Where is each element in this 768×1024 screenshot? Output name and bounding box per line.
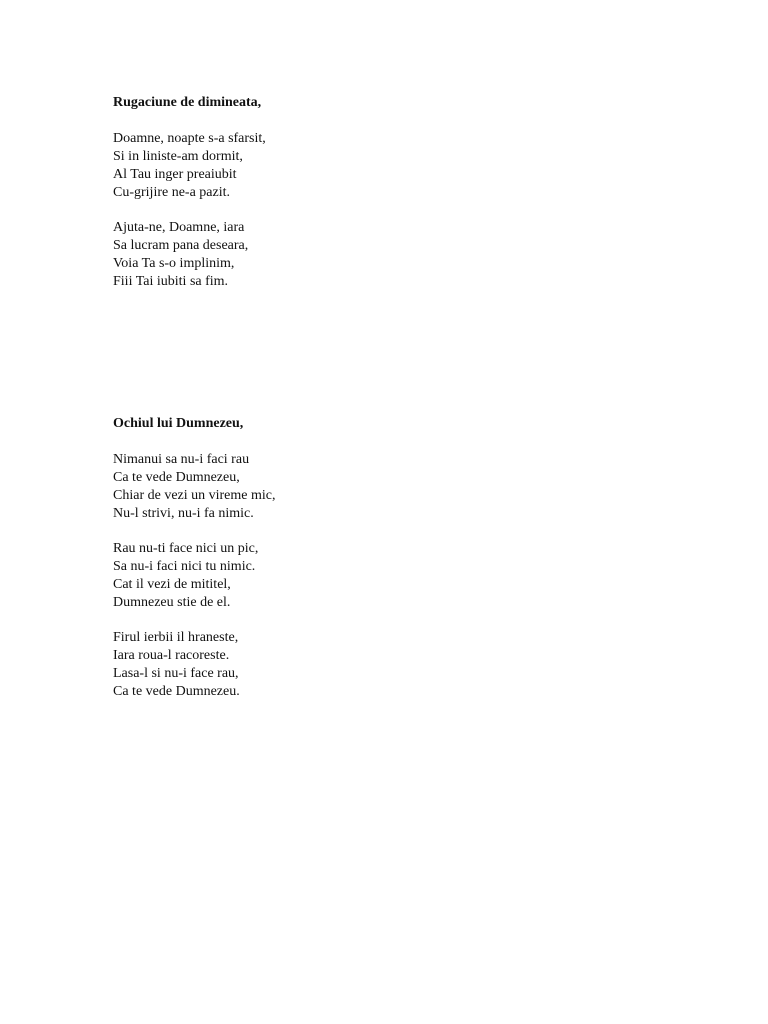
poem-title: Ochiul lui Dumnezeu,	[113, 416, 244, 431]
stanza	[113, 130, 673, 202]
verse-line: Sa lucram pana deseara,	[113, 238, 249, 253]
verse-line: Al Tau inger preaiubit	[113, 167, 237, 182]
stanza	[113, 219, 673, 291]
verse-line: Firul ierbii il hraneste,	[113, 630, 239, 645]
verse-line: Lasa-l si nu-i face rau,	[113, 666, 239, 681]
verse-line: Iara roua-l racoreste.	[113, 648, 230, 663]
verse-line: Dumnezeu stie de el.	[113, 595, 231, 610]
poem-title: Rugaciune de dimineata,	[113, 95, 262, 110]
verse-line: Cu-grijire ne-a pazit.	[113, 185, 231, 200]
poem-rugaciune	[113, 94, 673, 308]
verse-line: Nimanui sa nu-i faci rau	[113, 452, 250, 467]
verse-line: Ca te vede Dumnezeu,	[113, 470, 240, 485]
verse-line: Doamne, noapte s-a sfarsit,	[113, 131, 266, 146]
verse-line: Voia Ta s-o implinim,	[113, 256, 235, 271]
poem-ochiul	[113, 415, 673, 718]
verse-line: Ajuta-ne, Doamne, iara	[113, 220, 245, 235]
stanza	[113, 629, 673, 701]
verse-line: Fiii Tai iubiti sa fim.	[113, 274, 229, 289]
verse-line: Nu-l strivi, nu-i fa nimic.	[113, 506, 254, 521]
verse-line: Sa nu-i faci nici tu nimic.	[113, 559, 256, 574]
stanza	[113, 451, 673, 523]
verse-line: Chiar de vezi un vireme mic,	[113, 488, 276, 503]
verse-line: Si in liniste-am dormit,	[113, 149, 243, 164]
stanza	[113, 540, 673, 612]
verse-line: Rau nu-ti face nici un pic,	[113, 541, 259, 556]
verse-line: Cat il vezi de mititel,	[113, 577, 231, 592]
verse-line: Ca te vede Dumnezeu.	[113, 684, 240, 699]
